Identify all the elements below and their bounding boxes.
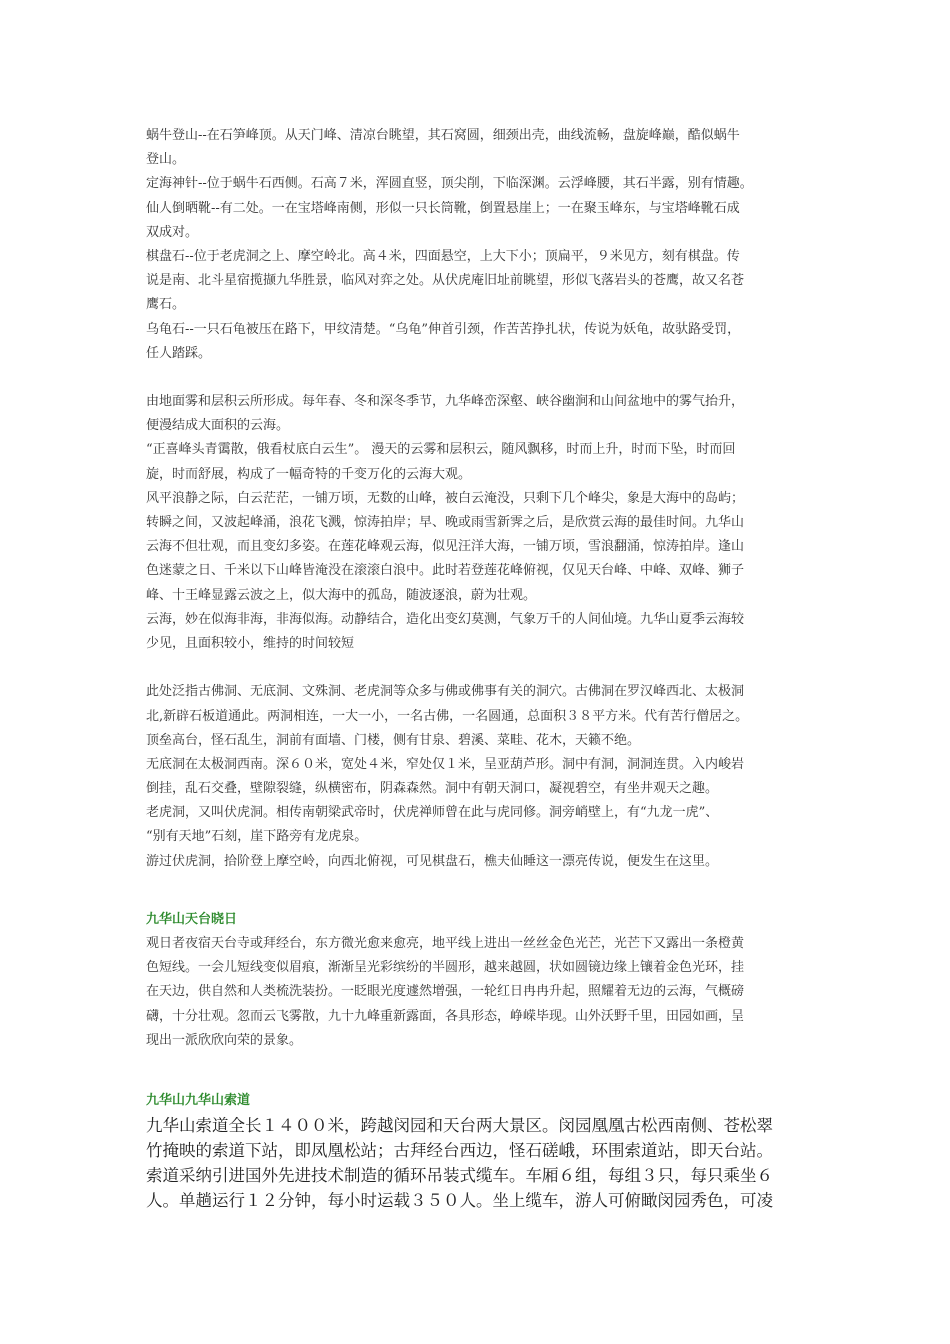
- text-line: 老虎洞，又叫伏虎洞。相传南朝梁武帝时，伏虎禅师曾在此与虎同修。洞旁峭壁上，有“九龙一虎”、: [146, 805, 719, 821]
- text-line: 转瞬之间，又波起峰涌，浪花飞溅，惊涛拍岸；早、晚或雨雪新霁之后，是欣赏云海的最佳时间。九华山: [146, 515, 745, 530]
- document-body: [146, 124, 810, 1213]
- spacer: [146, 898, 810, 908]
- text-line: 九华山索道全长１４００米，跨越闵园和天台两大景区。闵园凰凰古松西南侧、苍松翠: [146, 1116, 773, 1136]
- text-line: 倒挂，乱石交叠，壁隙裂缝，纵横密布，阴森森然。洞中有朝天洞口，凝视碧空，有坐井观天之趣。: [146, 781, 719, 797]
- spacer: [146, 366, 810, 390]
- cableway-section: [146, 1089, 810, 1213]
- cableway-heading: 九华山九华山索道: [146, 1093, 251, 1109]
- text-line: 索道采纳引进国外先进技术制造的循环吊装式缆车。车厢６组，每组３只，每只乘坐６: [146, 1166, 773, 1186]
- text-line: 少见，且面积较小，维持的时间较短: [146, 635, 355, 651]
- sunrise-section: [146, 908, 810, 1053]
- sunrise-heading: 九华山天台晓日: [146, 912, 238, 927]
- rocks-section: [146, 124, 810, 366]
- text-line: 旋，时而舒展，构成了一幅奇特的千变万化的云海大观。: [146, 466, 472, 482]
- text-line: 色短线。一会儿短线变似眉痕，渐渐呈光彩缤纷的半圆形，越来越圆，状如圆镜边缘上镶着金色光环，挂: [146, 960, 745, 976]
- text-line: 由地面雾和层积云所形成。每年春、冬和深冬季节，九华峰峦深壑、峡谷幽涧和山间盆地中的雾气抬升，: [146, 394, 745, 410]
- text-line: 说是南、北斗星宿揽撷九华胜景，临风对弈之处。从伏虎庵旧址前眺望，形似飞落岩头的苍鹰，故又名苍: [146, 273, 745, 289]
- text-line: 竹掩映的索道下站，即凤凰松站；古拜经台西边，怪石磋峨，环围索道站，即天台站。: [146, 1141, 773, 1161]
- text-line: 礴，十分壮观。忽而云飞雾散，九十九峰重新露面，各具形态，峥嵘毕现。山外沃野千里，田园如画，呈: [146, 1008, 745, 1024]
- text-line: 色迷蒙之日、千米以下山峰皆淹没在滚滚白浪中。此时若登莲花峰俯视，仅见天台峰、中峰、双峰、狮子: [146, 563, 745, 579]
- spacer: [146, 1077, 810, 1089]
- text-line: 仙人倒晒靴--有二处。一在宝塔峰南侧，形似一只长筒靴，倒置悬崖上；一在聚玉峰东，与宝塔峰靴石成: [146, 200, 740, 216]
- text-line: 双成对。: [146, 224, 199, 240]
- text-line: 任人踏踩。: [146, 345, 212, 361]
- text-line: 棋盘石--位于老虎洞之上、摩空岭北。高４米，四面悬空，上大下小；顶扁平，９米见方，刻有棋盘。传: [146, 248, 740, 264]
- text-line: 云海不但壮观，而且变幻多姿。在莲花峰观云海，似见汪洋大海，一铺万顷，雪浪翻涌，惊涛拍岸。逢山: [146, 539, 745, 555]
- text-line: 乌龟石--一只石龟被压在路下，甲纹清楚。“乌龟”伸首引颈，作苦苦挣扎状，传说为妖龟，故驮路受罚，: [146, 321, 741, 337]
- text-line: 观日者夜宿天台寺或拜经台，东方微光愈来愈亮，地平线上进出一丝丝金色光芒，光芒下又露出一条橙黄: [146, 936, 745, 951]
- text-line: 此处泛指古佛洞、无底洞、文殊洞、老虎洞等众多与佛或佛事有关的洞穴。古佛洞在罗汉峰西北、太极洞: [146, 684, 745, 700]
- text-line: 峰、十王峰显露云波之上，似大海中的孤岛，随波逐浪，蔚为壮观。: [146, 587, 537, 603]
- text-line: 顶垒高台，怪石乱生，洞前有面墙、门楼，侧有甘泉、碧溪、菜畦、花木，天籁不绝。: [146, 732, 641, 748]
- clouds-section: [146, 390, 810, 656]
- text-line: 现出一派欣欣向荣的景象。: [146, 1032, 303, 1048]
- text-line: “正喜峰头青霭散，俄看杖底白云生”。 漫天的云雾和层积云，随风飘移，时而上升，时而下坠，时而回: [146, 442, 736, 458]
- text-line: “别有天地”石刻，崖下路旁有龙虎泉。: [146, 829, 368, 845]
- text-line: 风平浪静之际，白云茫茫，一铺万顷，无数的山峰，被白云淹没，只剩下几个峰尖，象是大海中的岛屿；: [146, 490, 745, 506]
- spacer: [146, 656, 810, 680]
- text-line: 在天边，供自然和人类梳洗装扮。一眨眼光度遽然增强，一轮红日冉冉升起，照耀着无边的云海，气概磅: [146, 984, 745, 1000]
- text-line: 登山。: [146, 152, 186, 168]
- caves-section: [146, 680, 810, 874]
- spacer: [146, 1053, 810, 1077]
- spacer: [146, 874, 810, 898]
- text-line: 人。单趟运行１２分钟，每小时运载３５０人。坐上缆车，游人可俯瞰闵园秀色，可凌: [146, 1191, 773, 1211]
- text-line: 游过伏虎洞，拾阶登上摩空岭，向西北俯视，可见棋盘石，樵夫仙睡这一漂亮传说，便发生在这里。: [146, 853, 719, 869]
- text-line: 北,新辟石板道通此。两洞相连，一大一小，一名古佛，一名圆通，总面积３８平方米。代有苦行僧居之。: [146, 708, 749, 724]
- text-line: 鹰石。: [146, 297, 186, 313]
- text-line: 便漫结成大面积的云海。: [146, 418, 290, 434]
- text-line: 定海神针--位于蜗牛石西侧。石高７米，浑圆直竖，顶尖削，下临深渊。云浮峰腰，其石半露，别有情趣。: [146, 176, 753, 192]
- text-line: 云海，妙在似海非海，非海似海。动静结合，造化出变幻莫测，气象万千的人间仙境。九华山夏季云海较: [146, 611, 745, 627]
- text-line: 蜗牛登山--在石笋峰顶。从天门峰、清凉台眺望，其石窝圆，细颈出壳，曲线流畅，盘旋峰巅，酷似蜗牛: [146, 128, 740, 143]
- text-line: 无底洞在太极洞西南。深６０米，宽处４米，窄处仅１米，呈亚葫芦形。洞中有洞，洞洞连贯。入内峻岩: [146, 756, 745, 772]
